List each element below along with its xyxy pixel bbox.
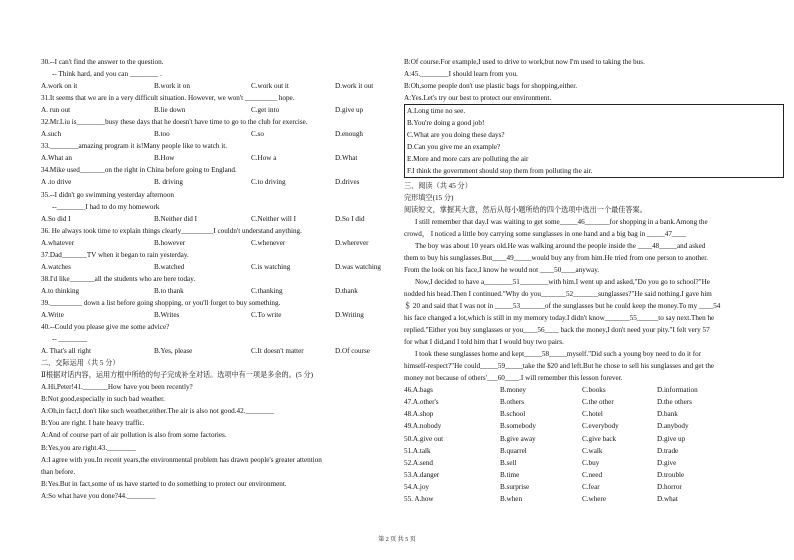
passage-line: From the look on his face,I know he would not ____50____anyway.	[404, 265, 600, 274]
option-a: A.to thinking	[41, 286, 80, 295]
question-36: 36. He always took time to explain things clearly_________I couldn't understand anything.	[41, 226, 302, 235]
option-c: C.is watching	[251, 262, 291, 271]
passage-line: The boy was about 10 years old.He was walking around the people inside the ____48_____and asked	[415, 241, 706, 250]
dialog-line: A.Hi,Peter!41._______How have you been recently?	[41, 383, 193, 392]
option-b: B.somebody	[500, 422, 536, 431]
option-box	[404, 104, 784, 177]
option-a: A. That's all right	[41, 347, 91, 356]
option-d: D.information	[657, 386, 698, 395]
option-b: B.work it on	[154, 82, 190, 91]
question-33: 33.________amazing program it is!Many people like to watch it.	[41, 142, 228, 151]
option-b: B.quarrel	[500, 446, 527, 455]
option-b: B.How	[154, 154, 175, 163]
option-b: B.however	[154, 238, 186, 247]
cloze-title: 完形填空(15 分)	[404, 193, 454, 202]
option-d: D.horror	[657, 482, 682, 491]
option-d: D.give	[657, 458, 677, 467]
option-a: A. run out	[41, 106, 71, 115]
option-a: A.watches	[41, 262, 71, 271]
dialog-line: B:Oh,some people don't use plastic bags for shopping,either.	[404, 82, 578, 91]
dialog-line: B:Not good,especially in such bad weather.	[41, 395, 165, 404]
dialog-line: A:45.________I should learn from you.	[404, 70, 518, 79]
option-a: 50.A.give out	[404, 434, 444, 443]
option-d: D.give up	[657, 434, 686, 443]
passage-line: crowd， I noticed a little boy carrying some sunglasses in one hand and a big bag in _____47____	[404, 229, 687, 238]
cloze-option-row	[404, 493, 784, 505]
cloze-instructions: 阅读短文，掌握其大意，然后从每小题所给的四个选项中选出一个最佳答案。	[404, 205, 647, 214]
question-30: 30.--I can't find the answer to the question.	[41, 58, 164, 66]
option-c: C.where	[582, 494, 606, 503]
dialog-line: A:I agree with you.In recent years,the environmental problem has drawn people's greater attention	[41, 455, 322, 464]
cloze-option-row	[404, 481, 784, 493]
option-c: C.the other	[582, 398, 614, 407]
option-d: D.So I did	[335, 214, 365, 223]
passage-line: replied."Either you buy sunglasses or you____56____ back the money,I don't need your pity."I felt very 57	[404, 326, 710, 335]
option-a: A.What an	[41, 154, 72, 163]
question-38: 38.I'd like_______all the students who are here today.	[41, 274, 196, 283]
option-c: C.everybody	[582, 422, 619, 431]
option-d: D.wherever	[335, 238, 369, 247]
question-37: 37.Dad_______TV when it began to rain yesterday.	[41, 250, 189, 259]
cloze-passage	[404, 216, 784, 385]
box-option: D.Can you give me an example?	[407, 142, 501, 151]
option-c: C.need	[582, 470, 603, 479]
box-option: F.I think the government should stop them from polluting the air.	[407, 166, 593, 175]
option-d: D.trade	[657, 446, 679, 455]
option-a: A.whatever	[41, 238, 75, 247]
passage-line: ＄ 20 and said that I was not in _____53_______of the sunglasses but he could keep the money.To my ____54	[404, 302, 721, 310]
option-b: B.when	[500, 494, 523, 503]
option-a: A.Write	[41, 310, 64, 319]
option-b: B.lie down	[154, 106, 186, 115]
option-b: B.surprise	[500, 482, 530, 491]
option-b: B.others	[500, 398, 524, 407]
option-b: B.to thank	[154, 286, 184, 295]
question-37-options	[41, 261, 397, 273]
question-35: 35.--I didn't go swimming yesterday afternoon	[41, 190, 174, 199]
dialog-line: A:So what have you done?44.________	[41, 491, 156, 500]
option-c: C.work out it	[251, 82, 289, 91]
option-c: C.How a	[251, 154, 277, 163]
question-33-options	[41, 152, 397, 164]
option-d: D.give up	[335, 106, 364, 115]
section-instructions: Ⅱ根据对话内容，运用方框中所给的句子完成补全对话。选项中有一项是多余的。(5 分)	[41, 371, 314, 380]
cloze-option-row	[404, 433, 784, 445]
question-40-line2: -- ________	[52, 335, 88, 344]
option-c: C.walk	[582, 446, 603, 455]
passage-line: his face changed a lot,which is still in my memory today.I didn't know_______55______to say next.Then he	[404, 314, 715, 323]
option-b: B.Yes, please	[154, 347, 193, 356]
box-option: E.More and more cars are polluting the air	[407, 154, 529, 163]
option-d: D.thank	[335, 286, 358, 295]
option-a: 54.A.joy	[404, 482, 429, 491]
option-d: D.Of course	[335, 347, 370, 356]
cloze-option-row	[404, 445, 784, 457]
dialog-left	[41, 381, 397, 501]
option-c: C.to driving	[251, 178, 286, 187]
dialog-line: B:Yes,you are right.43.________	[41, 443, 136, 452]
option-b: B.watched	[154, 262, 185, 271]
option-a: 49.A.nobody	[404, 422, 442, 431]
option-a: 52.A.send	[404, 458, 433, 467]
question-30-line2: -- Think hard, and you can ________ .	[52, 70, 162, 79]
option-c: C.so	[251, 130, 264, 139]
box-option: A.Long time no see.	[407, 107, 466, 116]
option-b: B.give away	[500, 434, 536, 443]
option-a: 48.A.shop	[404, 410, 434, 419]
section-heading-communication: 二、交际运用（共 5 分）	[41, 359, 120, 368]
passage-line: I still remember that day.I was waiting to get some_____46_______for shopping in a bank.Among the	[415, 217, 708, 226]
option-b: B.too	[154, 130, 170, 139]
dialog-line: B:Yes.But in fact,some of us have started to do something to protect our environment.	[41, 479, 287, 488]
option-a: 55. A.how	[404, 494, 434, 503]
option-c: C.whenever	[251, 238, 286, 247]
dialog-line: B:You are right. I hate heavy traffic.	[41, 419, 145, 428]
option-d: D.trouble	[657, 470, 685, 479]
cloze-options	[404, 384, 784, 504]
option-a: 46.A.bags	[404, 386, 433, 395]
option-b: B. driving	[154, 178, 183, 187]
dialog-line: A:Oh,in fact,I don't like such weather,either.The air is also not good.42.________	[41, 407, 275, 416]
right-column	[404, 56, 784, 505]
option-a: 47.A.other's	[404, 398, 439, 407]
option-d: D.drives	[335, 178, 360, 187]
question-34: 34.Mike used_______on the right in China before going to England.	[41, 166, 237, 175]
cloze-option-row	[404, 396, 784, 408]
left-column	[41, 56, 397, 502]
option-a: 53.A.danger	[404, 470, 440, 479]
option-c: C.give back	[582, 434, 617, 443]
option-b: B.time	[500, 470, 520, 479]
option-d: D.what	[657, 494, 678, 503]
option-b: B.Writes	[154, 310, 180, 319]
box-option: C.What are you doing these days?	[407, 130, 505, 139]
dialog-line: B:Of course.For example,I used to drive to work,but now I'm used to taking the bus.	[404, 58, 645, 66]
passage-line: I took these sunglasses home and kept_____58_____myself."Did such a young boy need to do it for	[415, 350, 702, 359]
option-d: D.work it out	[335, 82, 374, 91]
dialog-line: than before.	[41, 467, 76, 476]
question-34-options	[41, 176, 397, 188]
option-d: D.What	[335, 154, 358, 163]
option-a: A.work on it	[41, 82, 78, 91]
dialog-right	[404, 56, 784, 104]
question-40-options	[41, 345, 397, 357]
question-31-options	[41, 104, 397, 116]
cloze-option-row	[404, 384, 784, 396]
question-39: 39._________ down a list before going shopping, or you'll forget to buy something.	[41, 298, 281, 307]
option-b: B.Neither did I	[154, 214, 198, 223]
option-a: A.So did I	[41, 214, 71, 223]
dialog-line: A:And of course part of air pollution is also from some factories.	[41, 431, 227, 440]
option-c: C.Neither will I	[251, 214, 297, 223]
option-c: C.fear	[582, 482, 600, 491]
question-32: 32.Mr.Liu is________busy these days that he doesn't have time to go to the club for exercise.	[41, 118, 308, 127]
option-c: C.hotel	[582, 410, 603, 419]
option-d: D.anybody	[657, 422, 689, 431]
cloze-option-row	[404, 408, 784, 420]
question-40: 40.--Could you please give me some advice?	[41, 323, 170, 332]
option-b: B.sell	[500, 458, 517, 467]
question-35-options	[41, 213, 397, 225]
question-35-line2: --________I had to do my homework	[52, 202, 160, 211]
page-footer: 第 2 页 共 5 页	[378, 537, 416, 543]
passage-line: money not because of others'___60____.I will remember this lesson forever.	[404, 374, 623, 383]
question-39-options	[41, 309, 397, 321]
question-36-options	[41, 237, 397, 249]
cloze-option-row	[404, 457, 784, 469]
passage-line: for what I did,and I told him that I would buy two pairs.	[404, 338, 564, 347]
passage-line: them to buy his sunglasses.But____49_____would buy any from him.He tried from one person to another.	[404, 253, 709, 262]
question-31: 31.It seems that we are in a very difficult situation. However, we won't _________ hope.	[41, 94, 295, 103]
option-d: D.Writing	[335, 310, 364, 319]
question-38-options	[41, 285, 397, 297]
option-c: C.thanking	[251, 286, 283, 295]
box-option: B.You're doing a good job!	[407, 119, 485, 128]
passage-line: himself-respect?"He could_____59_____take the $20 and left.But he chose to sell his sunglasses and get the	[404, 362, 715, 371]
question-32-options	[41, 128, 397, 140]
option-a: 51.A.talk	[404, 446, 431, 455]
option-b: B.school	[500, 410, 526, 419]
option-d: D.bank	[657, 410, 678, 419]
cloze-option-row	[404, 469, 784, 481]
cloze-option-row	[404, 420, 784, 432]
dialog-line: A:Yes.Let's try our best to protect our environment.	[404, 94, 552, 103]
option-c: C.buy	[582, 458, 600, 467]
option-d: D.the others	[657, 398, 692, 407]
section-heading-reading: 三、阅读（共 45 分）	[404, 181, 472, 190]
option-a: A.such	[41, 130, 62, 139]
option-c: C.To write	[251, 310, 282, 319]
option-d: D.enough	[335, 130, 363, 139]
passage-line: nodded his head.Then I continued."Why do you_______52_______sunglasses?"He said nothing.I gave him	[404, 289, 712, 298]
option-c: C.get into	[251, 106, 280, 115]
option-d: D.was watching	[335, 262, 382, 271]
passage-line: Now,I decided to have a________51________with him.I went up and asked,"Do you go to school?"He	[415, 277, 710, 286]
question-30-options	[41, 80, 397, 92]
option-c: C.books	[582, 386, 606, 395]
option-b: B.money	[500, 386, 526, 395]
option-c: C.It doesn't matter	[251, 347, 304, 356]
option-a: A .to drive	[41, 178, 72, 187]
